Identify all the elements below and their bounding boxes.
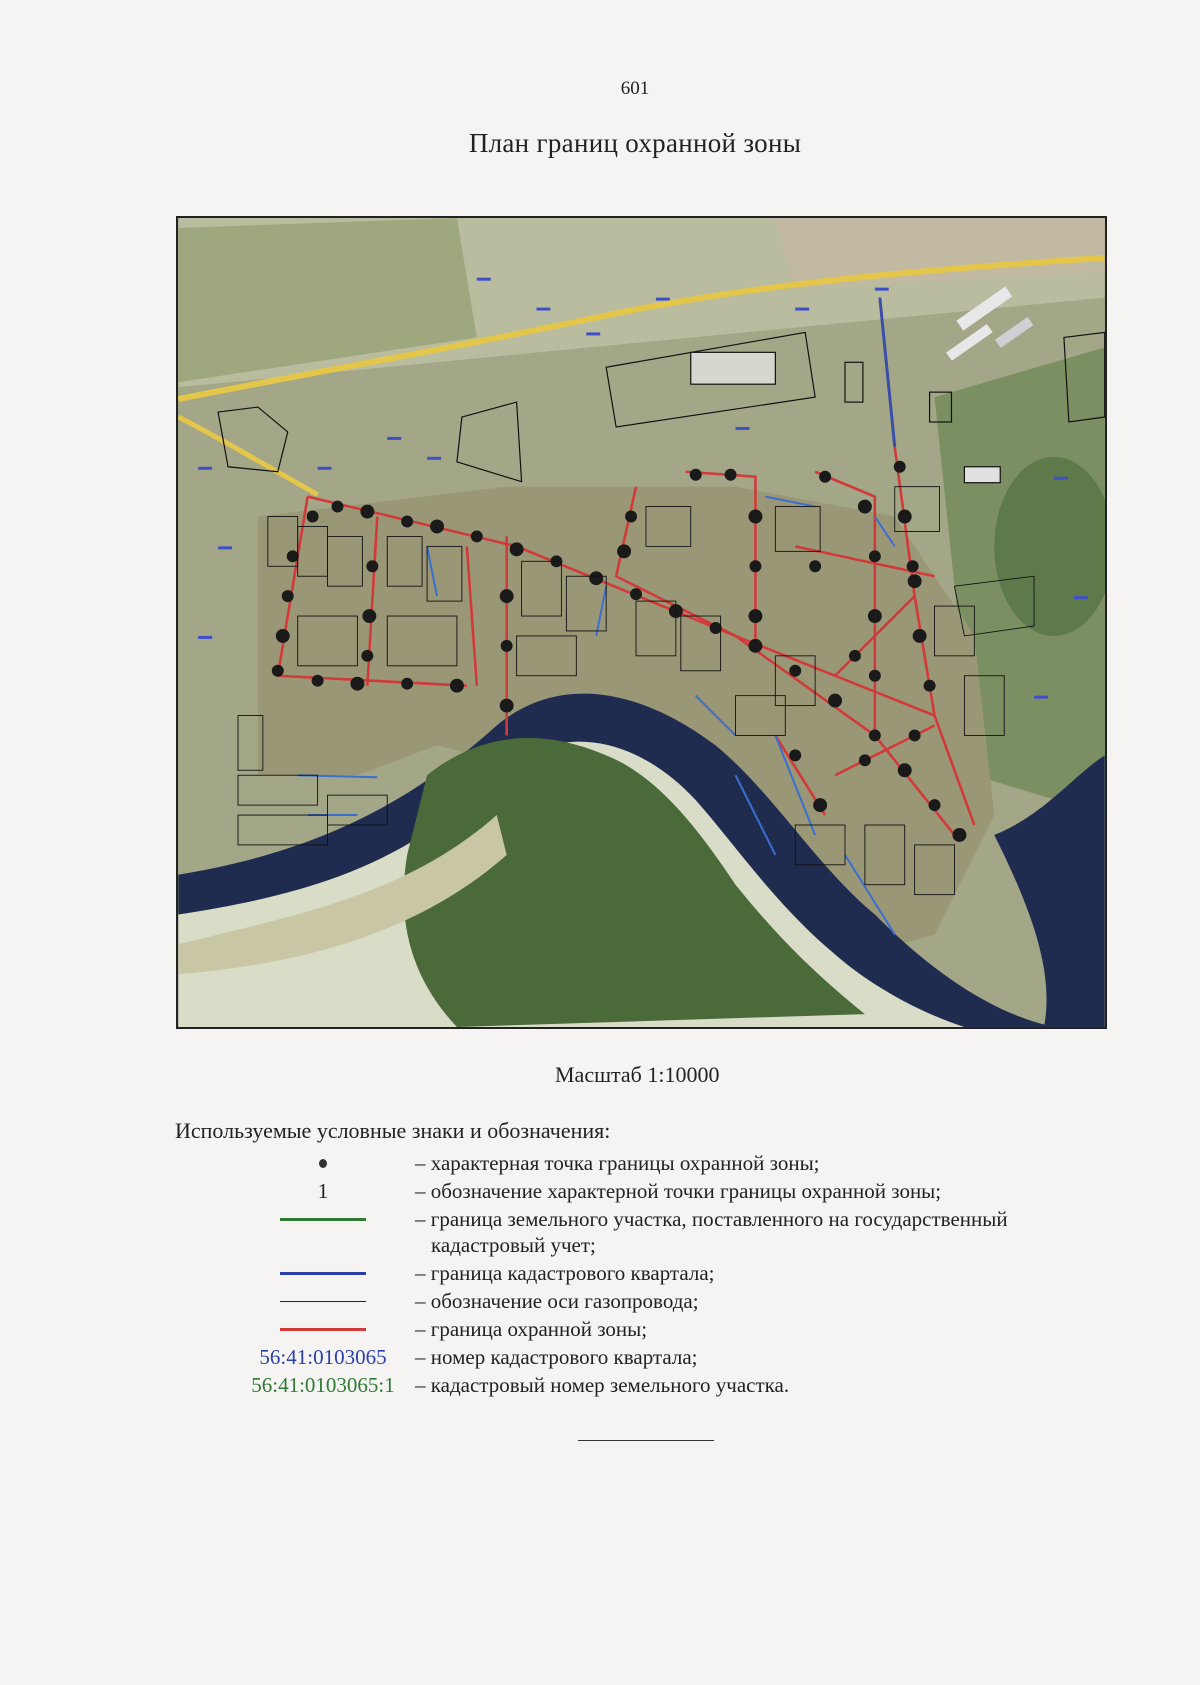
legend-text: – характерная точка границы охранной зоны; [415, 1151, 820, 1175]
map-scale: Масштаб 1:10000 [555, 1062, 720, 1087]
quarter-number-label: 56:41:0103065 [259, 1345, 387, 1369]
legend-item-zone-point [175, 1150, 1135, 1176]
legend-item-parcel-number [175, 1372, 1135, 1398]
legend-item-gas-axis [175, 1288, 1135, 1314]
point-number-label: 1 [317, 1179, 329, 1203]
legend-text: – граница охранной зоны; [415, 1317, 648, 1341]
legend-text: – кадастровый номер земельного участка. [415, 1373, 790, 1397]
legend-text: – номер кадастрового квартала; [415, 1345, 698, 1369]
legend-text: кадастровый учет; [431, 1233, 596, 1257]
legend-item-land-parcel-cont [175, 1232, 1135, 1258]
legend-item-land-parcel [175, 1206, 1135, 1232]
legend-text: – граница земельного участка, поставленного на государственный [415, 1207, 1008, 1231]
legend-item-quarter-number [175, 1344, 1135, 1370]
legend-text: – обозначение оси газопровода; [415, 1289, 699, 1313]
legend-text: – граница кадастрового квартала; [415, 1261, 715, 1285]
legend-heading: Используемые условные знаки и обозначения: [175, 1118, 611, 1143]
footer-divider [578, 1440, 714, 1441]
parcel-number-label: 56:41:0103065:1 [251, 1373, 395, 1397]
satellite-map[interactable] [176, 216, 1107, 1029]
legend-item-protection-zone [175, 1316, 1135, 1342]
legend-item-point-label [175, 1178, 1135, 1204]
legend-text: – обозначение характерной точки границы охранной зоны; [415, 1179, 942, 1203]
legend-item-cadastral-quarter [175, 1260, 1135, 1286]
page-number: 601 [620, 78, 650, 99]
page-title: План границ охранной зоны [468, 128, 802, 158]
map-canvas [178, 218, 1105, 1027]
